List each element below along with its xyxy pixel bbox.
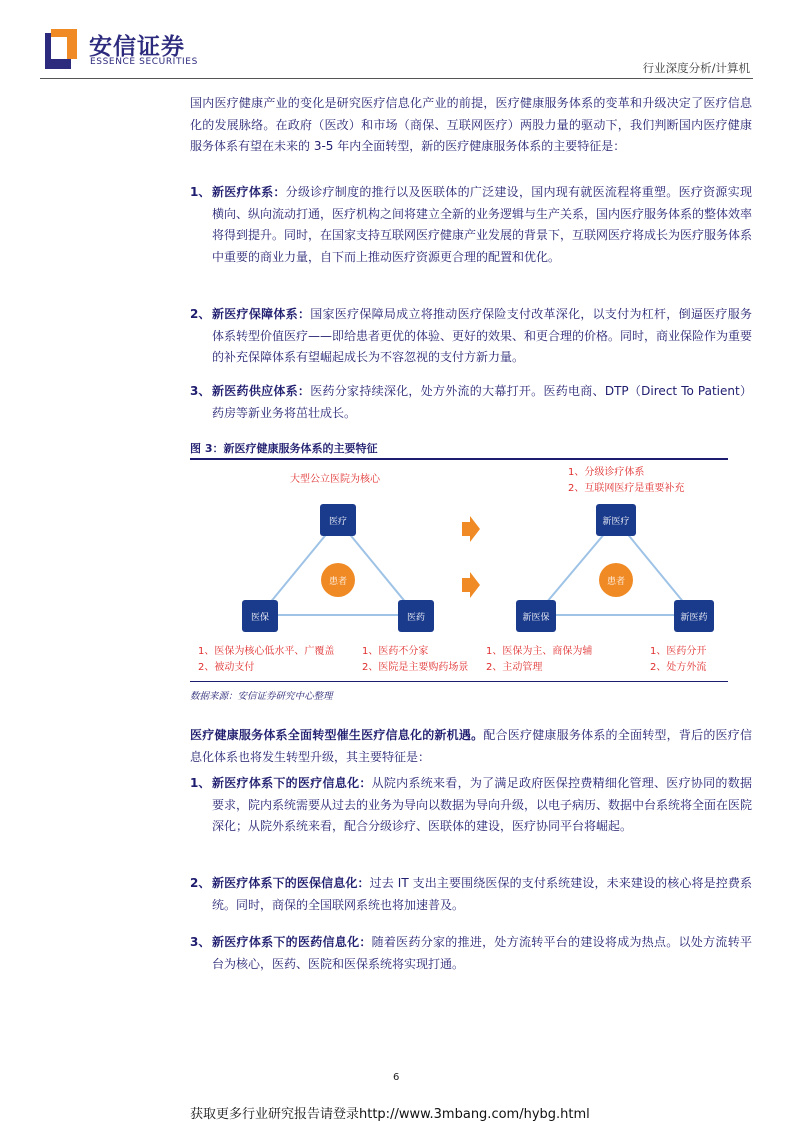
figure-bottom-rule [190,681,728,682]
feature-2 [212,304,752,369]
feature-3 [212,381,752,424]
info-feature-3-title: 新医疗体系下的医药信息化： [212,935,372,949]
info-feature-3-number: 3、 [190,935,211,949]
figure-source: 数据来源：安信证券研究中心整理 [190,691,333,702]
info-feature-3 [212,932,752,975]
logo-text-cn: 安信证券 [89,34,185,60]
left-caption: 大型公立医院为核心 [290,474,380,485]
right-diagram [486,465,714,673]
figure-title: 图 3：新医疗健康服务体系的主要特征 [190,442,378,455]
left-center-label: 患者 [328,577,348,587]
figure-diagram [190,460,728,680]
left-note-right-2: 2、医院是主要购药场景 [362,662,469,673]
right-caption-2: 2、互联网医疗是重要补充 [568,483,685,494]
info-feature-1-number: 1、 [190,776,211,790]
left-note-left-1: 1、医保为核心低水平、广覆盖 [198,646,335,657]
footer-link[interactable]: 获取更多行业研究报告请登录http://www.3mbang.com/hybg.html [190,1107,590,1122]
intro-paragraph: 国内医疗健康产业的变化是研究医疗信息化产业的前提，医疗健康服务体系的变革和升级决定了医疗信息化的发展脉络。在政府（医改）和市场（商保、互联网医疗）两股力量的驱动下，我们判断国内医疗健康服务体系有望在未来的 3-5 年内全面转型，新的医疗健康服务体系的主要特征是： [190,96,752,153]
info-feature-1-text: 从院内系统来看，为了满足政府医保控费精细化管理、医疗协同的数据要求，院内系统需要从过去的业务为导向以数据为导向升级，以电子病历、数据中台系统将全面在医院深化；从院外系统来看，配合分级诊疗、医联体的建设，医疗协同平台将崛起。 [212,776,753,833]
feature-2-number: 2、 [190,307,211,321]
right-center-label: 患者 [606,577,626,587]
info-feature-3-text: 随着医药分家的推进，处方流转平台的建设将成为热点。以处方流转平台为核心，医药、医院和医保系统将实现打通。 [212,935,752,971]
feature-3-number: 3、 [190,384,211,398]
feature-2-text: 国家医疗保障局成立将推动医疗保险支付改革深化，以支付为杠杆，倒逼医疗服务体系转型价值医疗——即给患者更优的体验、更好的效果、和更合理的价格。同时，商业保险作为重要的补充保障体系有望崛起成长为不容忽视的支付方新力量。 [212,307,753,364]
feature-1 [212,182,752,268]
right-caption-1: 1、分级诊疗体系 [568,467,645,478]
info-feature-1-title: 新医疗体系下的医疗信息化： [212,776,372,790]
header-divider [40,78,753,79]
transition-title: 医疗健康服务体系全面转型催生医疗信息化的新机遇。 [190,728,484,742]
feature-3-title: 新医药供应体系： [212,384,311,398]
left-note-left-2: 2、被动支付 [198,662,255,673]
page-number: 6 [393,1072,400,1083]
info-feature-2 [212,873,752,916]
right-node-left-label: 新医保 [522,613,550,623]
right-note-right-2: 2、处方外流 [650,662,707,673]
right-note-left-1: 1、医保为主、商保为辅 [486,646,593,657]
arrow-right-icon [462,516,480,542]
info-feature-2-title: 新医疗体系下的医保信息化： [212,876,370,890]
feature-1-number: 1、 [190,185,211,199]
feature-3-text: 医药分家持续深化，处方外流的大幕打开。医药电商、DTP（Direct To Patient）药房等新业务将茁壮成长。 [212,384,752,420]
transition-paragraph [190,725,752,768]
right-node-right-label: 新医药 [680,613,708,623]
right-node-top-label: 新医疗 [602,517,630,527]
feature-1-text: 分级诊疗制度的推行以及医联体的广泛建设，国内现有就医流程将重塑。医疗资源实现横向、纵向流动打通，医疗机构之间将建立全新的业务逻辑与生产关系，国内医疗服务体系的整体效率将得到提升。同时，在国家支持互联网医疗健康产业发展的背景下，互联网医疗将成长为医疗服务体系中重要的商业力量，自下而上推动医疗资源更合理的配置和优化。 [212,185,753,264]
info-feature-2-text: 过去 IT 支出主要围绕医保的支付系统建设，未来建设的核心将是控费系统。同时，商保的全国联网系统也将加速普及。 [212,876,752,912]
right-note-right-1: 1、医药分开 [650,646,707,657]
logo-text-en: ESSENCE SECURITIES [90,57,198,67]
logo-mark-icon [45,29,77,69]
left-node-right-label: 医药 [406,613,426,623]
arrow-right-icon [462,572,480,598]
left-node-left-label: 医保 [250,613,270,623]
transition-text: 配合医疗健康服务体系的全面转型，背后的医疗信息化体系也将发生转型升级，其主要特征是： [190,728,752,764]
right-note-left-2: 2、主动管理 [486,662,543,673]
left-note-right-1: 1、医药不分家 [362,646,429,657]
left-node-top-label: 医疗 [328,517,348,527]
left-diagram [198,472,468,673]
report-category: 行业深度分析/计算机 [642,61,750,75]
info-feature-2-number: 2、 [190,876,211,890]
feature-1-title: 新医疗体系： [212,185,286,199]
feature-2-title: 新医疗保障体系： [212,307,311,321]
info-feature-1 [212,773,752,838]
